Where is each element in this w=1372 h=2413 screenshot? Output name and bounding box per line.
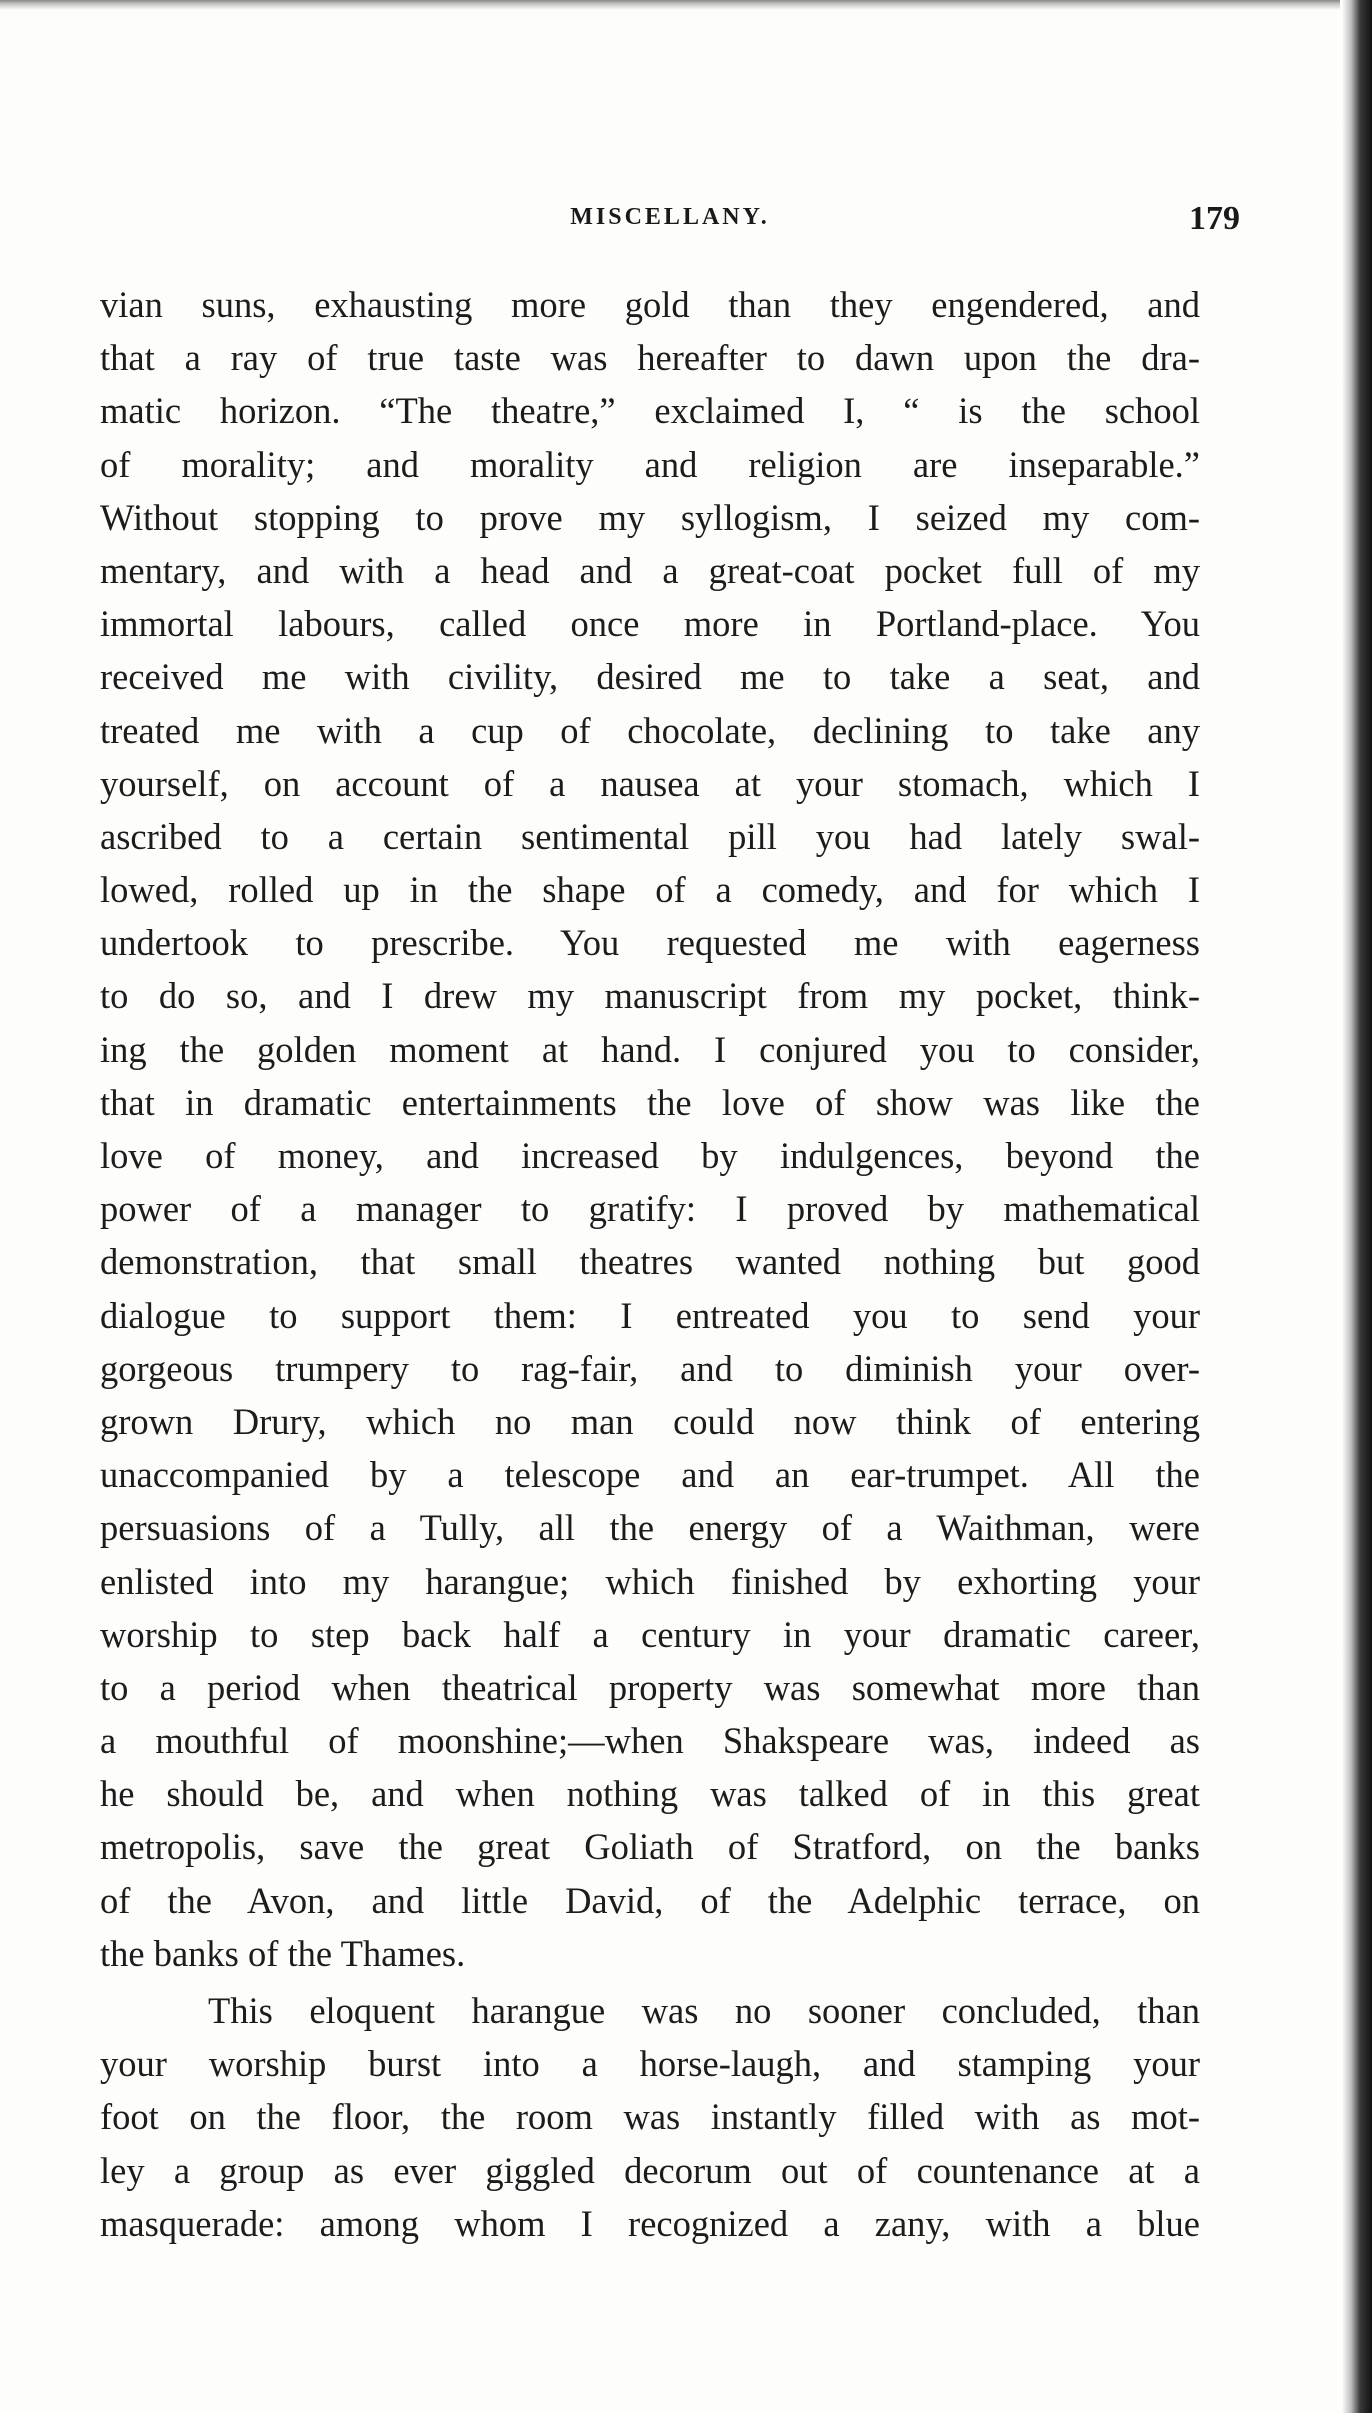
text-line: power of a manager to gratify: I proved by mathematical	[100, 1188, 1200, 1230]
paragraph-2	[100, 1984, 1200, 2250]
text-line: a mouthful of moonshine;—when Shakspeare was, indeed as	[100, 1720, 1200, 1762]
text-line: received me with civility, desired me to take a seat, and	[100, 656, 1200, 698]
text-line: persuasions of a Tully, all the energy of a Waithman, were	[100, 1507, 1200, 1549]
text-line: undertook to prescribe. You requested me with eagerness	[100, 922, 1200, 964]
text-line: masquerade: among whom I recognized a zany, with a blue	[100, 2202, 1200, 2244]
text-line: yourself, on account of a nausea at your stomach, which I	[100, 762, 1200, 804]
text-line: This eloquent harangue was no sooner concluded, than	[208, 1990, 1200, 2031]
page-number: 179	[1189, 200, 1240, 237]
body-text	[100, 278, 1200, 2250]
text-line: Without stopping to prove my syllogism, I seized my com-	[100, 496, 1200, 538]
text-line: worship to step back half a century in your dramatic career,	[100, 1613, 1200, 1655]
text-line: to do so, and I drew my manuscript from my pocket, think-	[100, 975, 1200, 1017]
text-line: he should be, and when nothing was talked of in this great	[100, 1773, 1200, 1815]
text-line: lowed, rolled up in the shape of a comedy, and for which I	[100, 869, 1200, 911]
text-line: that a ray of true taste was hereafter to dawn upon the dra-	[100, 337, 1200, 379]
text-line: ing the golden moment at hand. I conjured you to consider,	[100, 1028, 1200, 1070]
text-line: unaccompanied by a telescope and an ear-trumpet. All the	[100, 1454, 1200, 1496]
running-title: MISCELLANY.	[570, 204, 770, 230]
text-line: gorgeous trumpery to rag-fair, and to diminish your over-	[100, 1347, 1200, 1389]
text-line: demonstration, that small theatres wanted nothing but good	[100, 1241, 1200, 1283]
text-line: mentary, and with a head and a great-coat pocket full of my	[100, 549, 1200, 591]
text-line: ley a group as ever giggled decorum out of countenance at a	[100, 2149, 1200, 2191]
text-line: metropolis, save the great Goliath of Stratford, on the banks	[100, 1826, 1200, 1868]
text-line: love of money, and increased by indulgences, beyond the	[100, 1135, 1200, 1176]
text-line: immortal labours, called once more in Portland-place. You	[100, 603, 1200, 645]
paragraph-1	[100, 278, 1200, 1980]
text-line: of morality; and morality and religion are inseparable.”	[100, 443, 1200, 485]
text-line: of the Avon, and little David, of the Adelphic terrace, on	[100, 1879, 1200, 1921]
running-head	[100, 200, 1240, 246]
text-line: to a period when theatrical property was somewhat more than	[100, 1666, 1200, 1708]
text-line: enlisted into my harangue; which finished by exhorting your	[100, 1560, 1200, 1602]
text-line: matic horizon. “The theatre,” exclaimed I, “ is the school	[100, 390, 1200, 432]
text-line: grown Drury, which no man could now think of entering	[100, 1400, 1200, 1442]
text-line: vian suns, exhausting more gold than they engendered, and	[100, 284, 1200, 325]
text-line: ascribed to a certain sentimental pill you had lately swal-	[100, 815, 1200, 857]
text-line: treated me with a cup of chocolate, declining to take any	[100, 709, 1200, 751]
page-top-edge	[0, 0, 1340, 10]
text-line: that in dramatic entertainments the love of show was like the	[100, 1081, 1200, 1123]
text-line: the banks of the Thames.	[100, 1932, 466, 1974]
text-line: dialogue to support them: I entreated you to send your	[100, 1294, 1200, 1336]
binding-shadow	[1342, 0, 1372, 2413]
text-line: foot on the floor, the room was instantly filled with as mot-	[100, 2096, 1200, 2138]
text-line: your worship burst into a horse-laugh, and stamping your	[100, 2043, 1200, 2085]
